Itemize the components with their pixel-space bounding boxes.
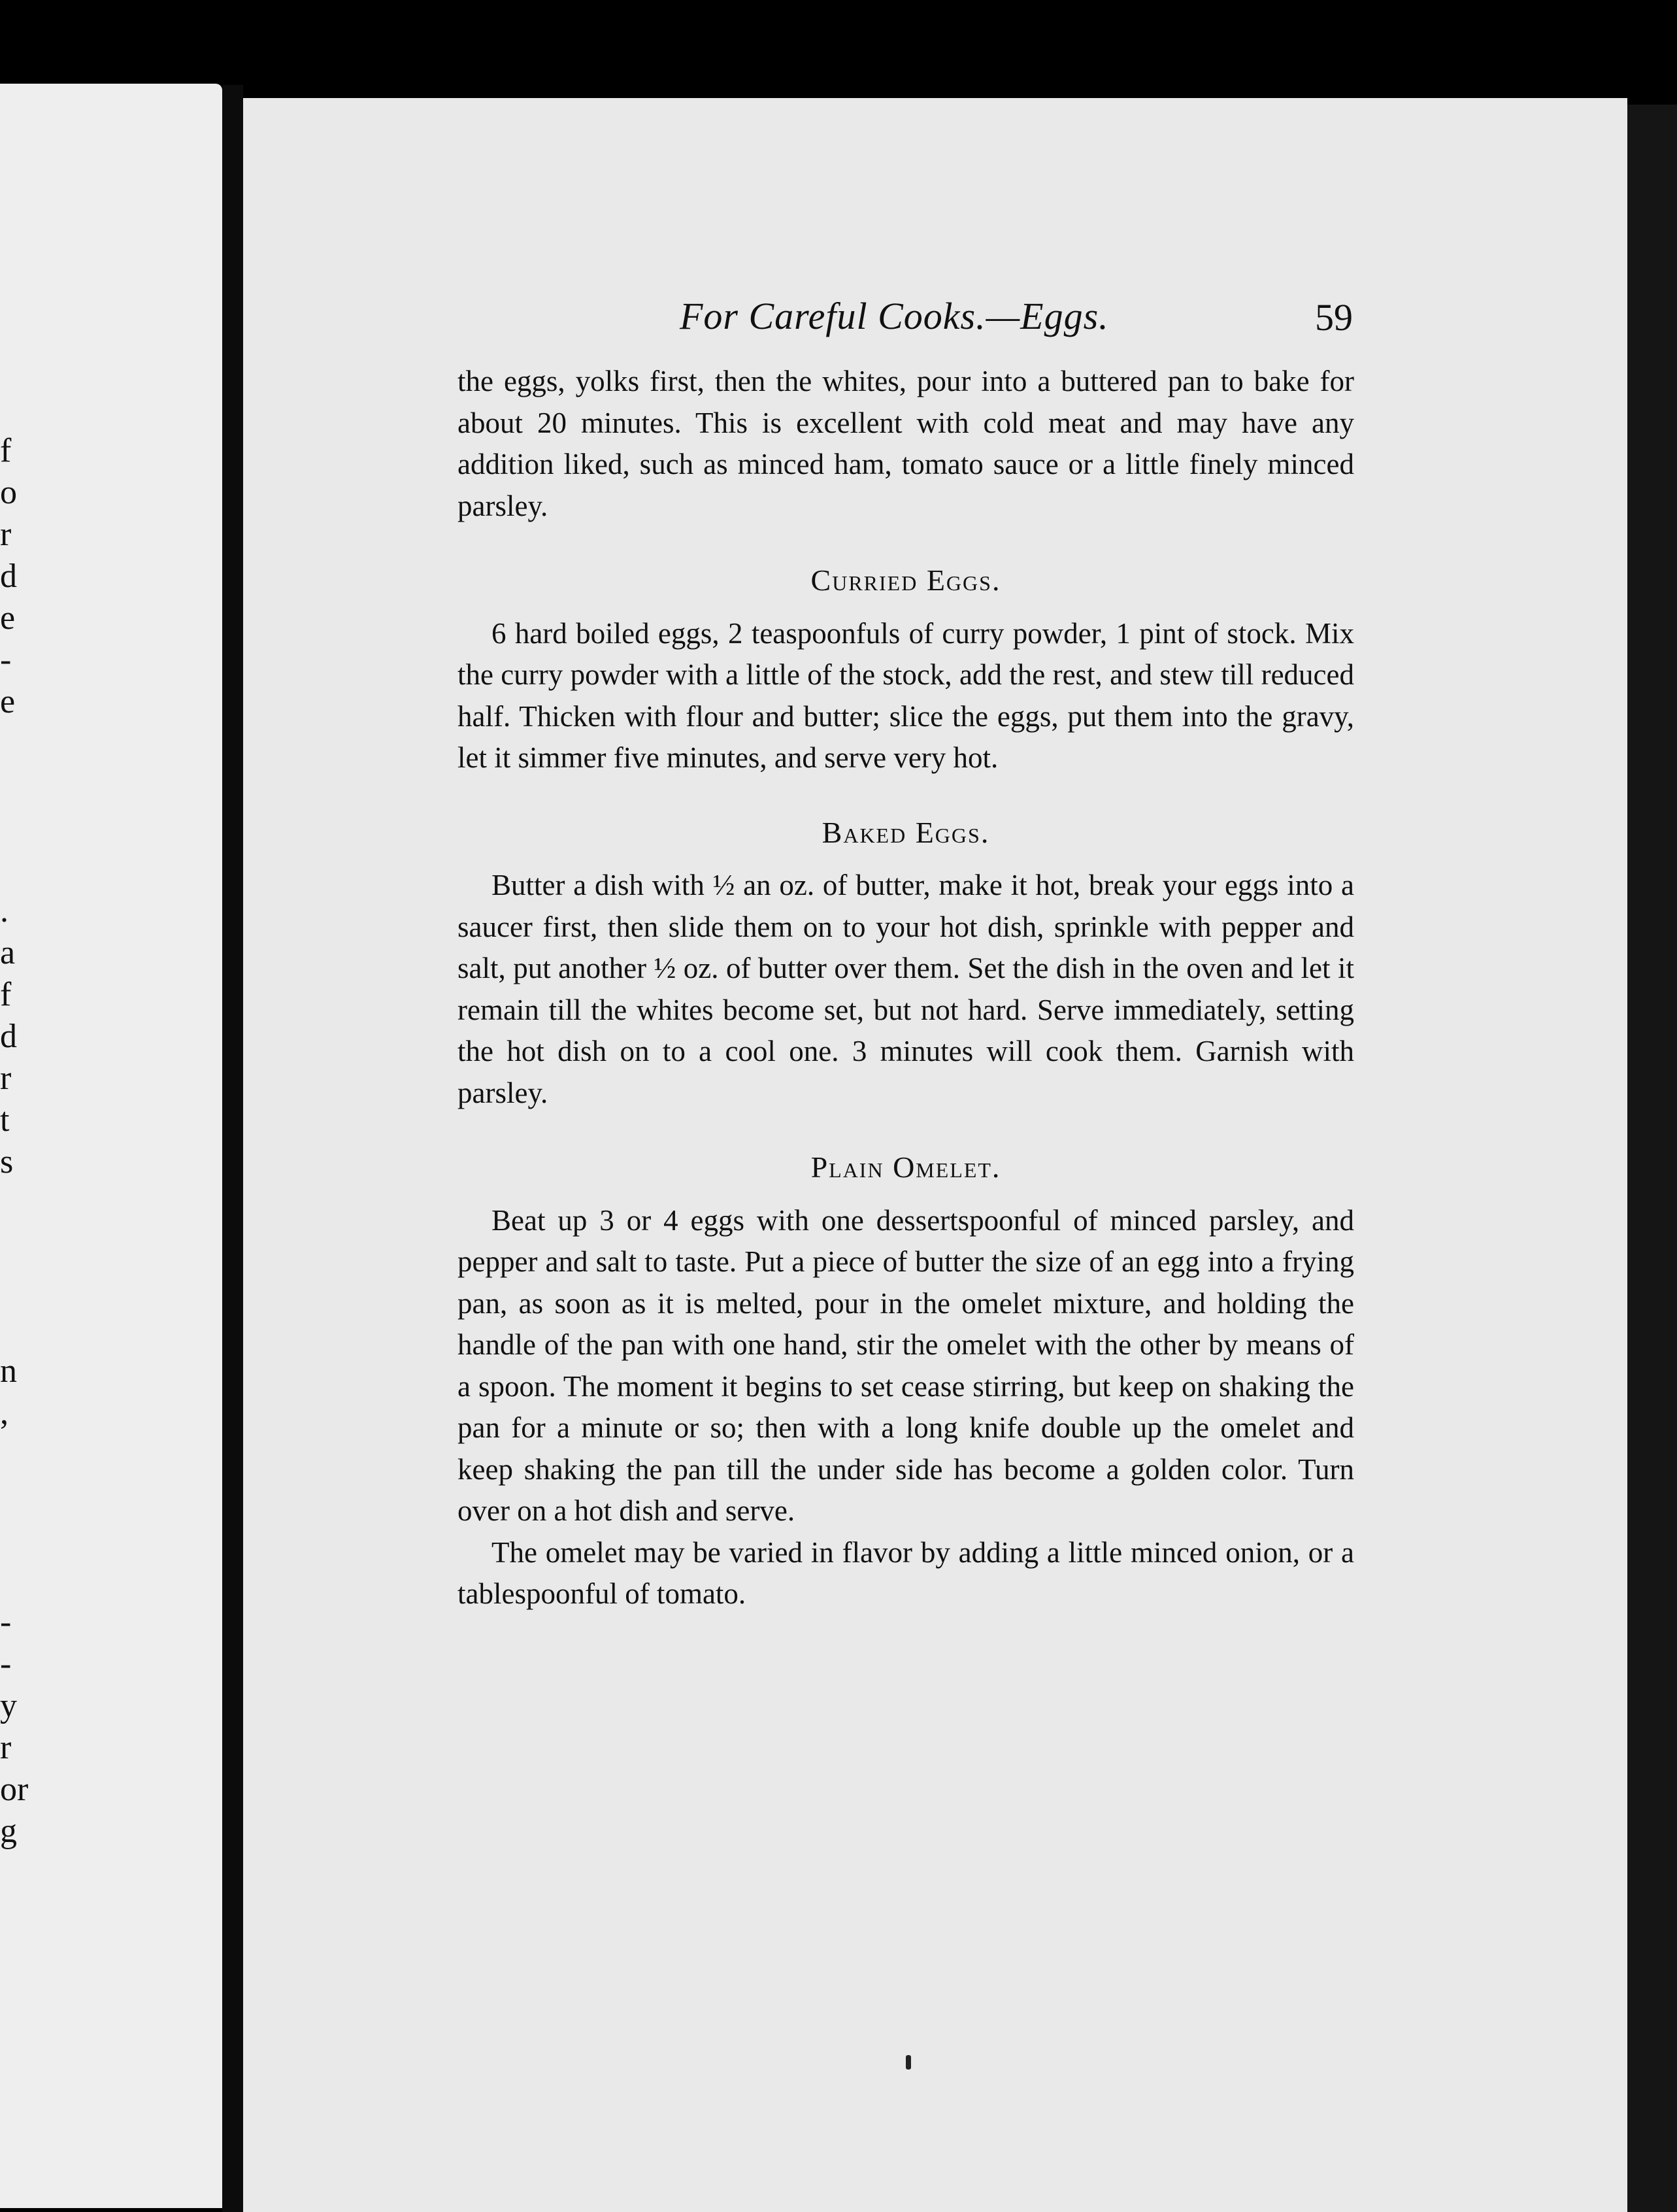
facing-page-text-fragments xyxy=(0,430,29,1852)
facing-page-fragment: - xyxy=(0,641,12,679)
running-head: For Careful Cooks.—Eggs. xyxy=(680,295,1109,337)
facing-page-fragment xyxy=(0,1183,26,1225)
facing-page-fragment: f xyxy=(0,976,12,1013)
facing-page-fragment: y xyxy=(0,1687,17,1724)
facing-page-fragment xyxy=(0,848,26,890)
facing-page-fragment: o xyxy=(0,474,17,511)
recipe-paragraph: The omelet may be varied in flavor by adding a little minced onion, or a tablespoonful of tomato. xyxy=(457,1535,1354,1610)
facing-page-fragment: e xyxy=(0,683,16,720)
page-body xyxy=(457,361,1354,1615)
facing-page-fragment: a xyxy=(0,934,16,971)
facing-page-fragment xyxy=(0,1434,26,1476)
recipe-title: Plain Omelet. xyxy=(810,1150,1001,1184)
print-speck xyxy=(906,2055,911,2070)
intro-paragraph: the eggs, yolks first, then the whites, pour into a buttered pan to bake for about 20 minutes. This is excellent with cold meat and may have any addition liked, such as minced ham, tomato sauce or a little finely minced parsley. xyxy=(457,365,1354,522)
facing-page-fragment: - xyxy=(0,1603,12,1641)
facing-page-fragment xyxy=(0,1225,26,1267)
facing-page-fragment: r xyxy=(0,1060,12,1097)
recipe-title: Baked Eggs. xyxy=(822,815,990,849)
page-number: 59 xyxy=(1315,296,1353,339)
facing-page-fragment: , xyxy=(0,1394,8,1432)
facing-page-fragment xyxy=(0,723,26,765)
facing-page-fragment xyxy=(0,1267,26,1309)
facing-page-fragment xyxy=(0,765,26,807)
facing-page-fragment: g xyxy=(0,1813,17,1850)
facing-page-fragment: r xyxy=(0,516,12,553)
recipe-title: Curried Eggs. xyxy=(810,563,1001,597)
page-header xyxy=(680,294,1359,346)
facing-page-fragment xyxy=(0,807,26,848)
facing-page-fragment xyxy=(0,1560,26,1601)
facing-page xyxy=(0,84,222,2208)
facing-page-fragment: t xyxy=(0,1101,10,1139)
facing-page-fragment: d xyxy=(0,1018,17,1055)
facing-page-fragment xyxy=(0,1309,26,1350)
book-gutter xyxy=(222,85,243,2212)
facing-page-fragment: e xyxy=(0,599,16,637)
facing-page-fragment: s xyxy=(0,1143,14,1181)
facing-page-fragment: d xyxy=(0,558,17,595)
facing-page-fragment xyxy=(0,1476,26,1518)
facing-page-fragment xyxy=(0,1518,26,1560)
recipe-paragraph: Beat up 3 or 4 eggs with one dessertspoonful of minced parsley, and pepper and salt to taste. Put a piece of butter the size of an egg into a frying pan, as soon as it is melted, pour in the omelet mixture, and holding the handle of the pan with one hand, stir the omelet with the other by means of a spoon. The moment it begins to set cease stirring, but keep on shaking the pan for a minute or so; then with a long knife double up the omelet and keep shaking the pan till the under side has become a golden color. Turn over on a hot dish and serve. xyxy=(457,1203,1354,1527)
facing-page-fragment: r xyxy=(0,1729,12,1766)
facing-page-fragment: or xyxy=(0,1771,29,1808)
facing-page-fragment: - xyxy=(0,1645,12,1683)
recipe-paragraph: 6 hard boiled eggs, 2 teaspoonfuls of curry powder, 1 pint of stock. Mix the curry powder with a little of the stock, add the rest, and stew till reduced half. Thicken with flour and butter; slice the eggs, put them into the gravy, let it simmer five minutes, and serve very hot. xyxy=(457,616,1354,774)
facing-page-fragment: f xyxy=(0,432,12,469)
page-edge-shadow xyxy=(1627,105,1677,2212)
facing-page-fragment: . xyxy=(0,892,8,930)
facing-page-fragment: n xyxy=(0,1352,17,1390)
recipe-paragraph: Butter a dish with ½ an oz. of butter, make it hot, break your eggs into a saucer first, then slide them on to your hot dish, sprinkle with pepper and salt, put another ½ oz. of butter over them. Set the dish in the oven and let it remain till the whites become set, but not hard. Serve immediately, setting the hot dish on to a cool one. 3 minutes will cook them. Garnish with parsley. xyxy=(457,869,1354,1109)
